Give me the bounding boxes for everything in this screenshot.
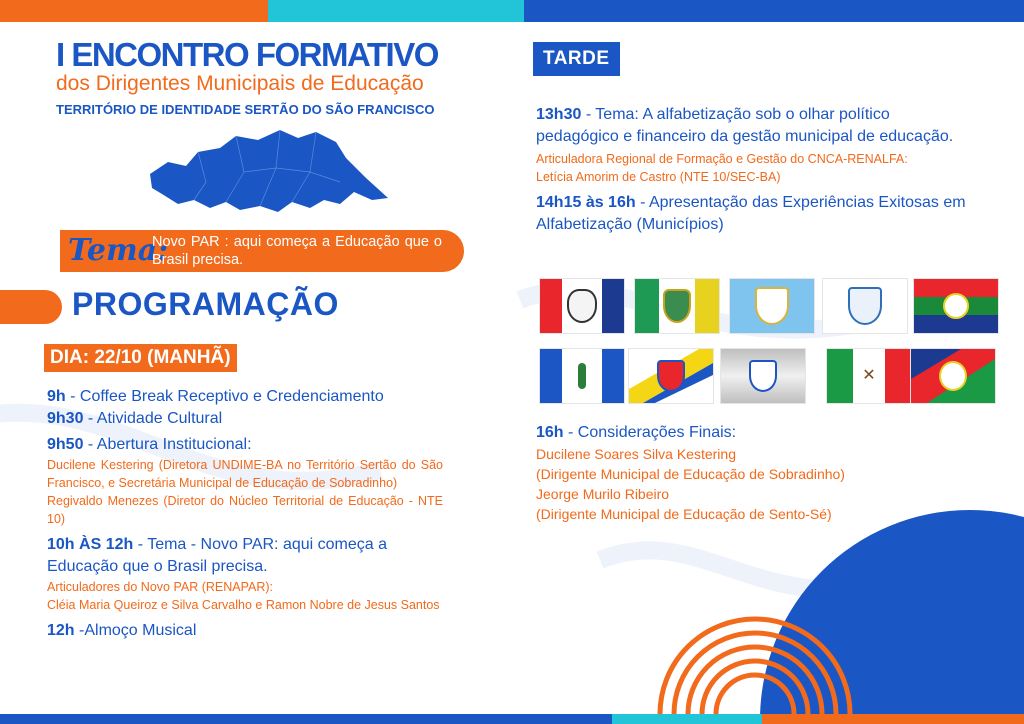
territory-map — [140, 122, 400, 218]
schedule-item: 14h15 às 16h - Apresentação das Experiências Exitosas em Alfabetização (Municípios) — [536, 194, 966, 233]
programacao-title: PROGRAMAÇÃO — [72, 286, 339, 322]
coat-of-arms-icon — [943, 293, 969, 319]
bottom-stripe-blue — [0, 714, 612, 724]
tema-text: Novo PAR : aqui começa a Educação que o Brasil precisa. — [152, 234, 442, 268]
schedule-detail: Letícia Amorim de Castro (NTE 10/SEC-BA) — [536, 170, 781, 184]
territory-label: TERRITÓRIO DE IDENTIDADE SERTÃO DO SÃO FRANCISCO — [56, 102, 435, 117]
event-title: I ENCONTRO FORMATIVO — [56, 36, 438, 73]
tema-label: Tema: — [68, 233, 169, 268]
flag-4 — [822, 278, 908, 334]
schedule-detail: Ducilene Soares Silva Kestering — [536, 446, 736, 462]
schedule-item: 10h ÀS 12h - Tema - Novo PAR: aqui começa a Educação que o Brasil precisa. — [47, 536, 387, 575]
schedule-item: 12h -Almoço Musical — [47, 622, 197, 639]
event-subtitle: dos Dirigentes Municipais de Educação — [56, 72, 424, 95]
coat-of-arms-icon — [567, 289, 597, 323]
flag-6 — [539, 348, 625, 404]
schedule-item: 16h - Considerações Finais: — [536, 424, 737, 441]
coat-of-arms-icon — [749, 360, 777, 392]
schedule-detail: Regivaldo Menezes (Diretor do Núcleo Territorial de Educação - NTE 10) — [47, 494, 443, 526]
schedule-detail: Ducilene Kestering (Diretora UNDIME-BA no Território Sertão do São Francisco, e Secretária Municipal de Educação de Sobradinho) — [47, 458, 443, 490]
crossed-tools-icon: ✕ — [862, 367, 876, 384]
coat-of-arms-icon — [848, 287, 882, 325]
flag-7 — [628, 348, 714, 404]
schedule-detail: Articuladores do Novo PAR (RENAPAR): — [47, 580, 274, 594]
schedule-detail: Articuladora Regional de Formação e Gestão do CNCA-RENALFA: — [536, 152, 908, 166]
flag-2 — [634, 278, 720, 334]
coat-of-arms-icon — [657, 360, 685, 392]
flag-10 — [910, 348, 996, 404]
morning-schedule — [47, 386, 443, 642]
schedule-item: 9h50 - Abertura Institucional: — [47, 436, 252, 453]
schedule-detail: Jeorge Murilo Ribeiro — [536, 486, 670, 502]
coat-of-arms-icon — [663, 289, 691, 323]
flag-9 — [826, 348, 912, 404]
top-stripe-blue — [524, 0, 1024, 22]
day-badge: DIA: 22/10 (MANHÃ) — [44, 344, 237, 372]
flag-8 — [720, 348, 806, 404]
top-stripe-cyan — [268, 0, 524, 22]
programacao-accent — [0, 290, 62, 324]
afternoon-schedule-top — [536, 104, 976, 236]
schedule-detail: Cléia Maria Queiroz e Silva Carvalho e Ramon Nobre de Jesus Santos — [47, 598, 440, 612]
coat-of-arms-icon — [755, 287, 789, 325]
afternoon-schedule-bottom — [536, 422, 976, 524]
flag-3 — [729, 278, 815, 334]
bottom-stripe-orange — [762, 714, 1024, 724]
tarde-badge: TARDE — [533, 42, 620, 76]
schedule-item: 13h30 - Tema: A alfabetização sob o olhar político pedagógico e financeiro da gestão municipal de educação. — [536, 106, 954, 145]
schedule-item: 9h30 - Atividade Cultural — [47, 410, 223, 427]
flag-5 — [913, 278, 999, 334]
schedule-detail: (Dirigente Municipal de Educação de Sobradinho) — [536, 466, 845, 482]
schedule-detail: (Dirigente Municipal de Educação de Sento-Sé) — [536, 506, 832, 522]
cactus-icon — [578, 363, 586, 389]
coat-of-arms-icon — [939, 361, 967, 391]
bottom-stripe-cyan — [612, 714, 762, 724]
flag-1 — [539, 278, 625, 334]
top-stripe-orange — [0, 0, 268, 22]
schedule-item: 9h - Coffee Break Receptivo e Credenciamento — [47, 388, 384, 405]
